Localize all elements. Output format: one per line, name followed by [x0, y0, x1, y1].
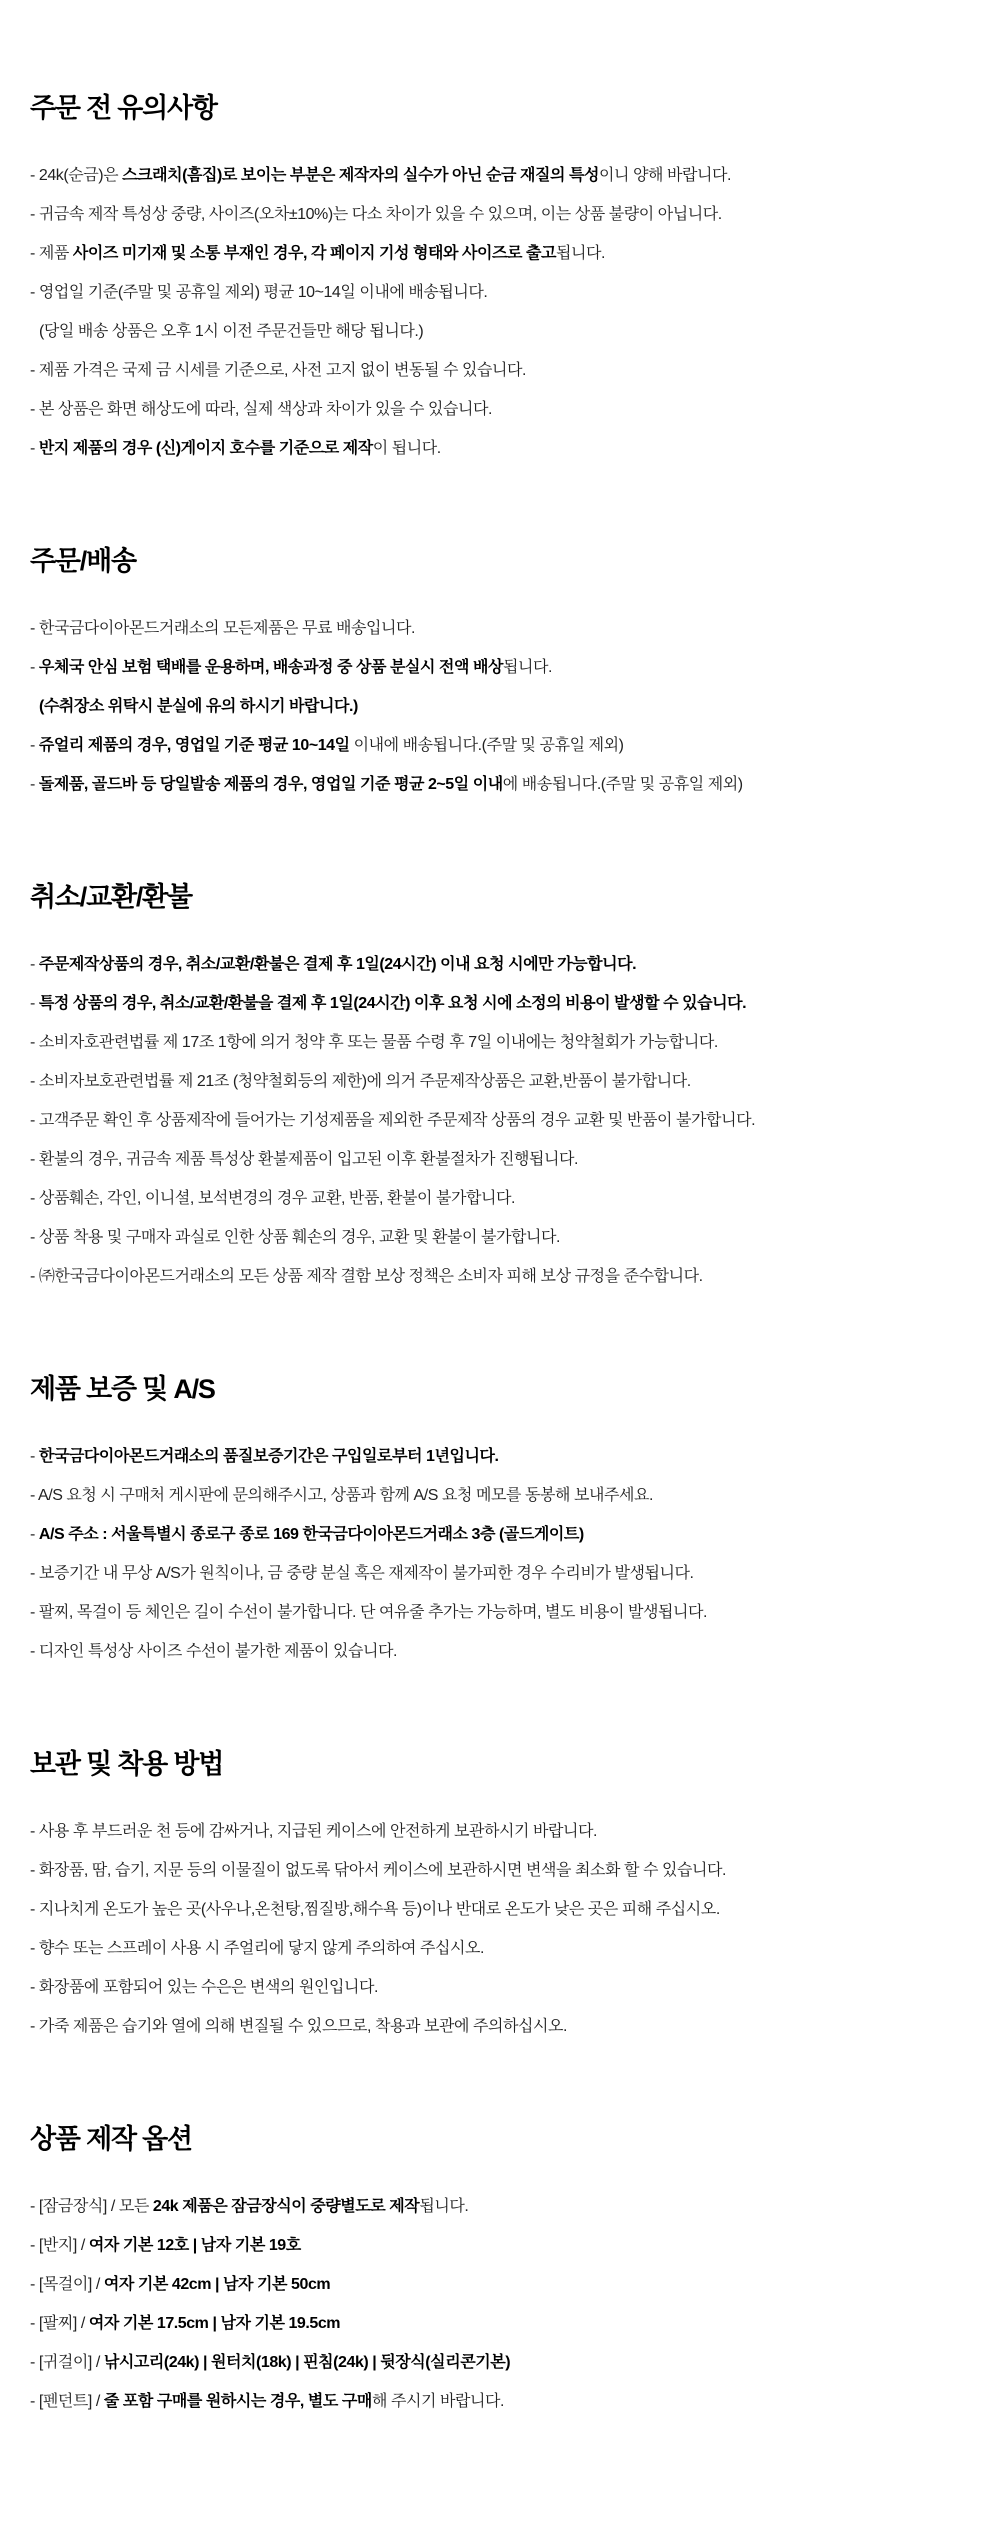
- notice-text: - [펜던트] /: [30, 2393, 104, 2410]
- notice-text: 됩니다.: [556, 245, 606, 262]
- notice-item: [30, 1632, 990, 1671]
- notice-text: -: [30, 659, 39, 676]
- notice-item: [30, 1140, 990, 1179]
- notice-item: [30, 1062, 990, 1101]
- notice-item: [30, 312, 990, 351]
- notice-text-bold: 여자 기본 17.5cm | 남자 기본 19.5cm: [88, 2315, 341, 2332]
- notice-text: - [목걸이] /: [30, 2276, 104, 2293]
- notice-text: - 가죽 제품은 습기와 열에 의해 변질될 수 있으므로, 착용과 보관에 주의하십시오.: [30, 2018, 568, 2035]
- notice-text: - 귀금속 제작 특성상 중량, 사이즈(오차±10%)는 다소 차이가 있을 수 있으며, 이는 상품 불량이 아닙니다.: [30, 206, 722, 223]
- notice-text: 에 배송됩니다.(주말 및 공휴일 제외): [502, 776, 743, 793]
- notice-text: -: [30, 737, 39, 754]
- notice-text: - A/S 요청 시 구매처 게시판에 문의해주시고, 상품과 함께 A/S 요청 메모를 동봉해 보내주세요.: [30, 1487, 654, 1504]
- notice-text: - [반지] /: [30, 2237, 89, 2254]
- notice-text: - 제품 가격은 국제 금 시세를 기준으로, 사전 고지 없이 변동될 수 있습니다.: [30, 362, 526, 379]
- notice-text: - 보증기간 내 무상 A/S가 원칙이나, 금 중량 분실 혹은 재제작이 불가피한 경우 수리비가 발생됩니다.: [30, 1565, 694, 1582]
- notice-item: [30, 2187, 990, 2226]
- notice-item-list: [30, 2187, 990, 2421]
- notice-text-bold: 낚시고리(24k) | 원터치(18k) | 핀침(24k) | 뒷장식(실리콘기본): [103, 2354, 511, 2371]
- notice-text-bold: 주문제작상품의 경우, 취소/교환/환불은 결제 후 1일(24시간) 이내 요청 시에만 가능합니다.: [38, 956, 637, 973]
- notice-item: [30, 648, 990, 687]
- notice-text-bold: 쥬얼리 제품의 경우, 영업일 기준 평균 10~14일: [38, 737, 350, 754]
- notice-item: [30, 234, 990, 273]
- notice-text: 됩니다.: [419, 2198, 469, 2215]
- notice-text: - 지나치게 온도가 높은 곳(사우나,온천탕,찜질방,해수욕 등)이나 반대로 온도가 낮은 곳은 피해 주십시오.: [30, 1901, 720, 1918]
- notice-item: [30, 1890, 990, 1929]
- notice-item: [30, 1515, 990, 1554]
- section-title: 제품 보증 및 A/S: [30, 1374, 215, 1404]
- notice-section: [30, 2117, 990, 2421]
- notice-item: [30, 1968, 990, 2007]
- notice-text-bold: 특정 상품의 경우, 취소/교환/환불을 결제 후 1일(24시간) 이후 요청 시에 소정의 비용이 발생할 수 있습니다.: [38, 995, 747, 1012]
- notice-text: (당일 배송 상품은 오후 1시 이전 주문건들만 해당 됩니다.): [39, 323, 424, 340]
- notice-item: [30, 1437, 990, 1476]
- notice-text: - 제품: [30, 245, 73, 262]
- notice-section: [30, 539, 990, 804]
- notice-text: - 향수 또는 스프레이 사용 시 주얼리에 닿지 않게 주의하여 주십시오.: [30, 1940, 484, 1957]
- notice-text: - 화장품에 포함되어 있는 수은은 변색의 원인입니다.: [30, 1979, 378, 1996]
- notice-text: 이 됩니다.: [372, 440, 441, 457]
- notice-item: [30, 1929, 990, 1968]
- notice-item: [30, 1554, 990, 1593]
- notice-text: - 화장품, 땀, 습기, 지문 등의 이물질이 없도록 닦아서 케이스에 보관하시면 변색을 최소화 할 수 있습니다.: [30, 1862, 727, 1879]
- notice-item: [30, 765, 990, 804]
- notice-item: [30, 1023, 990, 1062]
- notice-text: -: [30, 776, 39, 793]
- notice-text-bold: (수취장소 위탁시 분실에 유의 하시기 바랍니다.): [39, 698, 358, 715]
- notice-item-list: [30, 1812, 990, 2046]
- notice-text-bold: 돌제품, 골드바 등 당일발송 제품의 경우, 영업일 기준 평균 2~5일 이내: [38, 776, 503, 793]
- notice-item: [30, 1593, 990, 1632]
- notice-text: - 소비자호관련법률 제 17조 1항에 의거 청약 후 또는 물품 수령 후 7일 이내에는 청약철회가 가능합니다.: [30, 1034, 718, 1051]
- notice-text: 이내에 배송됩니다.(주말 및 공휴일 제외): [349, 737, 624, 754]
- notice-item: [30, 1179, 990, 1218]
- notice-item: [30, 1851, 990, 1890]
- notice-item: [30, 2265, 990, 2304]
- notice-item: [30, 1218, 990, 1257]
- section-title: 상품 제작 옵션: [30, 2124, 192, 2154]
- notice-item-list: [30, 156, 990, 468]
- notice-text: - [귀걸이] /: [30, 2354, 104, 2371]
- notice-text-bold: 반지 제품의 경우 (신)게이지 호수를 기준으로 제작: [38, 440, 373, 457]
- notice-text: - 환불의 경우, 귀금속 제품 특성상 환불제품이 입고된 이후 환불절차가 진행됩니다.: [30, 1151, 579, 1168]
- notice-text-bold: 사이즈 미기재 및 소통 부재인 경우, 각 페이지 기성 형태와 사이즈로 출고: [72, 245, 557, 262]
- notice-section: [30, 1367, 990, 1671]
- notice-text: -: [30, 995, 39, 1012]
- section-title: 주문/배송: [30, 546, 136, 576]
- notice-text: - 사용 후 부드러운 천 등에 감싸거나, 지급된 케이스에 안전하게 보관하시기 바랍니다.: [30, 1823, 598, 1840]
- notice-text-bold: 우체국 안심 보험 택배를 운용하며, 배송과정 중 상품 분실시 전액 배상: [38, 659, 503, 676]
- notice-text: -: [30, 1448, 39, 1465]
- section-title: 보관 및 착용 방법: [30, 1749, 224, 1779]
- notice-text: -: [30, 1526, 39, 1543]
- notice-text: - ㈜한국금다이아몬드거래소의 모든 상품 제작 결함 보상 정책은 소비자 피해 보상 규정을 준수합니다.: [30, 1268, 703, 1285]
- notice-text: - 본 상품은 화면 해상도에 따라, 실제 색상과 차이가 있을 수 있습니다.: [30, 401, 492, 418]
- notice-text: - 디자인 특성상 사이즈 수선이 불가한 제품이 있습니다.: [30, 1643, 397, 1660]
- notice-text-bold: 여자 기본 42cm | 남자 기본 50cm: [103, 2276, 331, 2293]
- notice-text-bold: 줄 포함 구매를 원하시는 경우, 별도 구매: [103, 2393, 372, 2410]
- notice-item: [30, 1476, 990, 1515]
- notice-text: 됩니다.: [503, 659, 553, 676]
- notice-text-bold: 여자 기본 12호 | 남자 기본 19호: [88, 2237, 301, 2254]
- notice-section: [30, 86, 990, 468]
- notice-item-list: [30, 945, 990, 1296]
- notice-section: [30, 875, 990, 1296]
- notice-text: - 고객주문 확인 후 상품제작에 들어가는 기성제품을 제외한 주문제작 상품의 경우 교환 및 반품이 불가합니다.: [30, 1112, 756, 1129]
- notice-section: [30, 1742, 990, 2046]
- notice-item: [30, 945, 990, 984]
- notice-item: [30, 2304, 990, 2343]
- notice-item: [30, 351, 990, 390]
- notice-item: [30, 687, 990, 726]
- notice-item: [30, 195, 990, 234]
- notice-item: [30, 1812, 990, 1851]
- notice-text: - 한국금다이아몬드거래소의 모든제품은 무료 배송입니다.: [30, 620, 415, 637]
- notice-text-bold: 24k 제품은 잠금장식이 중량별도로 제작: [152, 2198, 420, 2215]
- notice-text: -: [30, 956, 39, 973]
- notice-text: - 영업일 기준(주말 및 공휴일 제외) 평균 10~14일 이내에 배송됩니다.: [30, 284, 488, 301]
- notice-item: [30, 726, 990, 765]
- notice-text: - 팔찌, 목걸이 등 체인은 길이 수선이 불가합니다. 단 여유줄 추가는 가능하며, 별도 비용이 발생됩니다.: [30, 1604, 708, 1621]
- notice-item: [30, 156, 990, 195]
- notice-text: - [잠금장식] / 모든: [30, 2198, 153, 2215]
- notice-text: - [팔찌] /: [30, 2315, 89, 2332]
- notice-item: [30, 1101, 990, 1140]
- notice-item-list: [30, 609, 990, 804]
- notice-text: -: [30, 440, 39, 457]
- notice-text-bold: 스크래치(흠집)로 보이는 부분은 제작자의 실수가 아닌 순금 재질의 특성: [122, 167, 599, 184]
- notice-text-bold: A/S 주소 : 서울특별시 종로구 종로 169 한국금다이아몬드거래소 3층 (골드게이트): [38, 1526, 584, 1543]
- notice-text: 해 주시기 바랍니다.: [371, 2393, 504, 2410]
- notice-item: [30, 1257, 990, 1296]
- notice-item: [30, 2007, 990, 2046]
- notice-item: [30, 2343, 990, 2382]
- notice-item-list: [30, 1437, 990, 1671]
- notice-content: [30, 86, 990, 2421]
- notice-item: [30, 390, 990, 429]
- notice-text: 이니 양해 바랍니다.: [599, 167, 732, 184]
- section-title: 취소/교환/환불: [30, 882, 192, 912]
- section-title: 주문 전 유의사항: [30, 93, 217, 123]
- notice-item: [30, 609, 990, 648]
- notice-text: - 24k(순금)은: [30, 167, 123, 184]
- notice-item: [30, 273, 990, 312]
- notice-text: - 상품훼손, 각인, 이니셜, 보석변경의 경우 교환, 반품, 환불이 불가합니다.: [30, 1190, 515, 1207]
- notice-text: - 소비자보호관련법률 제 21조 (청약철회등의 제한)에 의거 주문제작상품은 교환,반품이 불가합니다.: [30, 1073, 691, 1090]
- notice-item: [30, 2226, 990, 2265]
- notice-text: - 상품 착용 및 구매자 과실로 인한 상품 훼손의 경우, 교환 및 환불이 불가합니다.: [30, 1229, 560, 1246]
- notice-item: [30, 984, 990, 1023]
- notice-item: [30, 2382, 990, 2421]
- notice-item: [30, 429, 990, 468]
- notice-text-bold: 한국금다이아몬드거래소의 품질보증기간은 구입일로부터 1년입니다.: [38, 1448, 499, 1465]
